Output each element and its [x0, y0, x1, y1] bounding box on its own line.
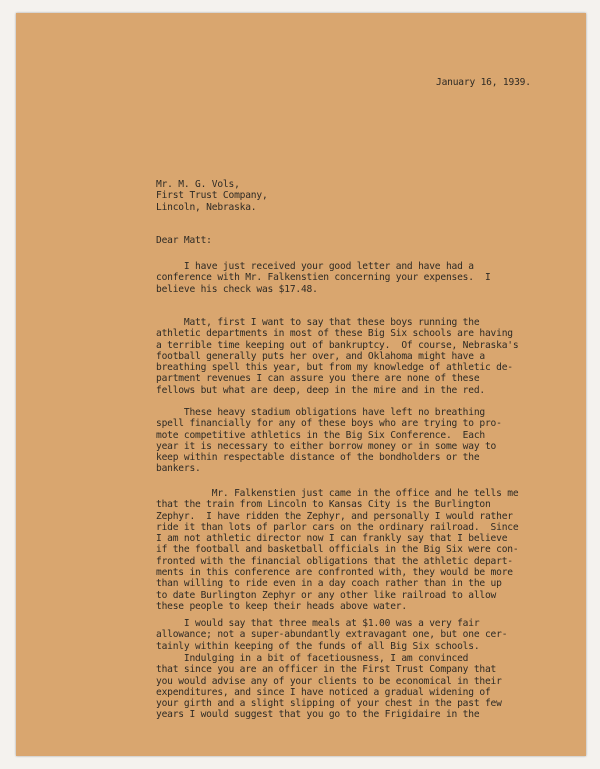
text-line: fellows but what are deep, deep in the mire and in the red. — [156, 384, 485, 396]
text-line: conference with Mr. Falkenstien concerning your expenses. I — [156, 272, 491, 284]
text-line: football generally puts her over, and Oklahoma might have a — [156, 350, 485, 362]
paragraph-2 — [156, 317, 518, 396]
letter-paper — [16, 13, 586, 756]
text-line: Indulging in a bit of facetiousness, I am convinced — [156, 653, 469, 664]
text-line: than willing to ride even in a day coach rather than in the up — [156, 578, 502, 590]
text-line: partment revenues I can assure you there are none of these — [156, 373, 480, 385]
salutation: Dear Matt: — [156, 235, 212, 246]
text-line: Zephyr. I have ridden the Zephyr, and personally I would rather — [156, 510, 513, 522]
text-line: that the train from Lincoln to Kansas City is the Burlington — [156, 499, 491, 511]
text-line: years I would suggest that you go to the Frigidaire in the — [156, 709, 480, 721]
paragraph-6 — [156, 653, 502, 721]
text-line: keep within respectable distance of the bondholders or the — [156, 452, 480, 464]
text-line: I have just received your good letter and have had a — [156, 261, 474, 272]
text-line: ride it than lots of parlor cars on the ordinary railroad. Since — [156, 521, 519, 533]
text-line: These heavy stadium obligations have left no breathing — [156, 407, 485, 418]
text-line: expenditures, and since I have noticed a gradual widening of — [156, 686, 491, 698]
text-line: Matt, first I want to say that these boys running the — [156, 317, 480, 328]
recipient-address — [156, 179, 268, 213]
text-line: year it is necessary to either borrow money or in some way to — [156, 440, 497, 452]
text-line: Mr. Falkenstien just came in the office and he tells me — [156, 488, 519, 499]
paragraph-5 — [156, 618, 507, 652]
text-line: breathing spell this year, but from my knowledge of athletic de- — [156, 362, 513, 374]
paragraph-1 — [156, 261, 491, 295]
text-line: a terrible time keeping out of bankruptcy. Of course, Nebraska's — [156, 339, 519, 351]
text-line: that since you are an officer in the First Trust Company that — [156, 664, 497, 676]
text-line: athletic departments in most of these Big Six schools are having — [156, 328, 513, 340]
text-line: tainly within keeping of the funds of all Big Six schools. — [156, 640, 480, 652]
text-line: mote competitive athletics in the Big Six Conference. Each — [156, 429, 485, 441]
text-line: your girth and a slight slipping of your chest in the past few — [156, 698, 502, 710]
text-line: spell financially for any of these boys who are trying to pro- — [156, 418, 502, 430]
paragraph-4 — [156, 488, 518, 612]
text-line: if the football and basketball officials in the Big Six were con- — [156, 544, 519, 556]
text-line: to date Burlington Zephyr or any other like railroad to allow — [156, 589, 497, 601]
text-line: bankers. — [156, 463, 201, 475]
text-line: believe his check was $17.48. — [156, 283, 318, 295]
text-line: I am not athletic director now I can frankly say that I believe — [156, 533, 508, 545]
letter-body — [46, 13, 586, 756]
recipient-line: Mr. M. G. Vols, — [156, 179, 240, 190]
recipient-line: First Trust Company, — [156, 190, 268, 202]
text-line: fronted with the financial obligations that the athletic depart- — [156, 555, 513, 567]
text-line: these people to keep their heads above water. — [156, 600, 407, 612]
text-line: you would advise any of your clients to be economical in their — [156, 675, 502, 687]
text-line: I would say that three meals at $1.00 was a very fair — [156, 618, 480, 629]
letter-date: January 16, 1939. — [436, 77, 531, 88]
recipient-line: Lincoln, Nebraska. — [156, 201, 257, 213]
text-line: allowance; not a super-abundantly extravagant one, but one cer- — [156, 629, 508, 641]
paragraph-3 — [156, 407, 502, 475]
text-line: ments in this conference are confronted with, they would be more — [156, 567, 513, 579]
